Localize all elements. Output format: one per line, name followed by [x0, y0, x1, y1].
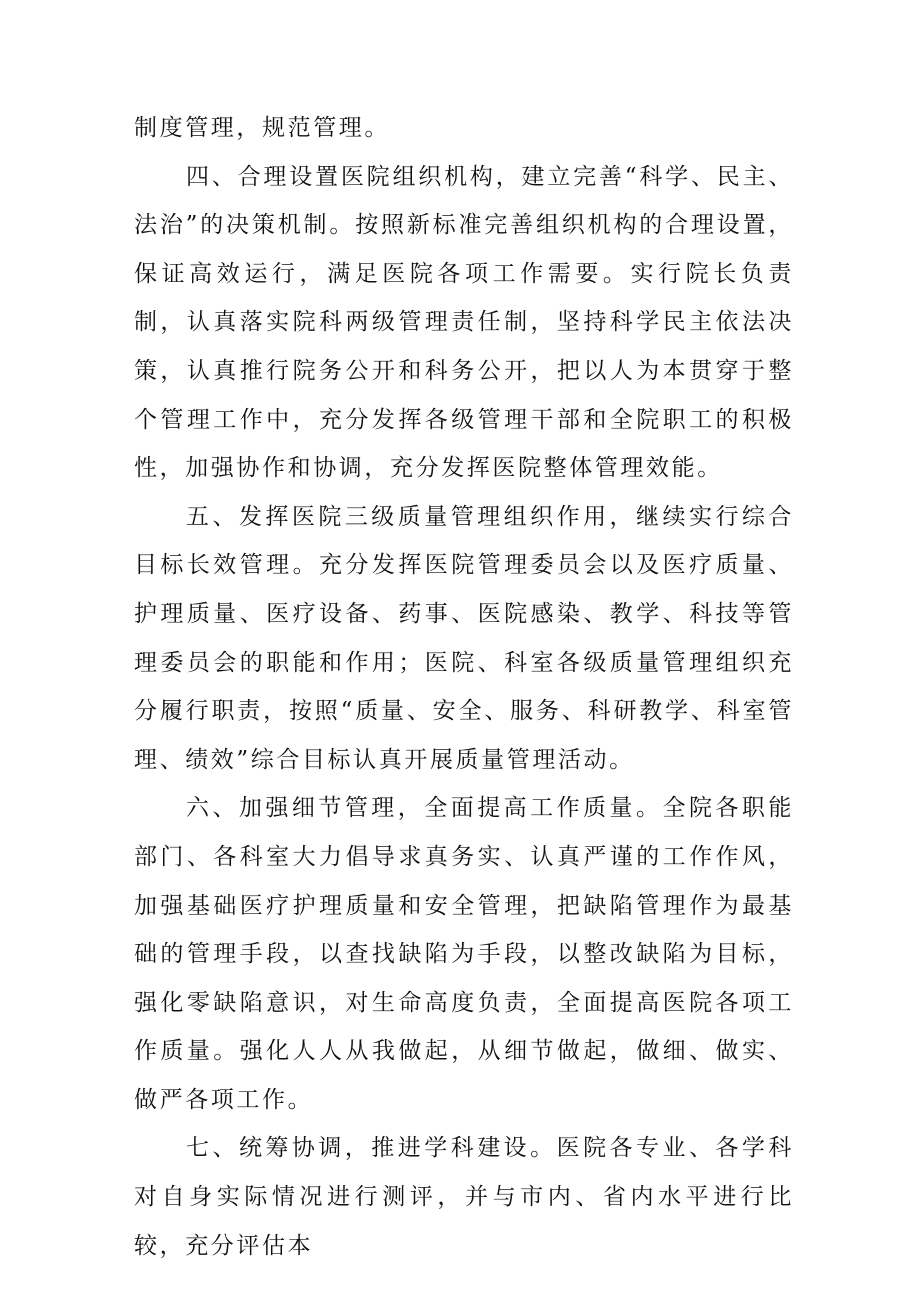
document-body [134, 104, 794, 1270]
paragraph-continuation: 制度管理，规范管理。 [134, 115, 390, 141]
paragraph-section-7: 七、统筹协调，推进学科建设。医院各专业、各学科对自身实际情况进行测评，并与市内、省内水平进行比较，充分评估本 [134, 1135, 794, 1259]
paragraph-section-6: 六、加强细节管理，全面提高工作质量。全院各职能部门、各科室大力倡导求真务实、认真严谨的工作作风，加强基础医疗护理质量和安全管理，把缺陷管理作为最基础的管理手段，以查找缺陷为手段，以整改缺陷为目标，强化零缺陷意识，对生命高度负责，全面提高医院各项工作质量。强化人人从我做起，从细节做起，做细、做实、做严各项工作。 [134, 795, 794, 1113]
paragraph-section-4: 四、合理设置医院组织机构，建立完善“科学、民主、法治”的决策机制。按照新标准完善组织机构的合理设置，保证高效运行，满足医院各项工作需要。实行院长负责制，认真落实院科两级管理责任制，坚持科学民主依法决策，认真推行院务公开和科务公开，把以人为本贯穿于整个管理工作中，充分发挥各级管理干部和全院职工的积极性，加强协作和协调，充分发挥医院整体管理效能。 [134, 163, 794, 482]
paragraph-section-5: 五、发挥医院三级质量管理组织作用，继续实行综合目标长效管理。充分发挥医院管理委员会以及医疗质量、护理质量、医疗设备、药事、医院感染、教学、科技等管理委员会的职能和作用；医院、科室各级质量管理组织充分履行职责，按照“质量、安全、服务、科研教学、科室管理、绩效”综合目标认真开展质量管理活动。 [134, 503, 794, 773]
